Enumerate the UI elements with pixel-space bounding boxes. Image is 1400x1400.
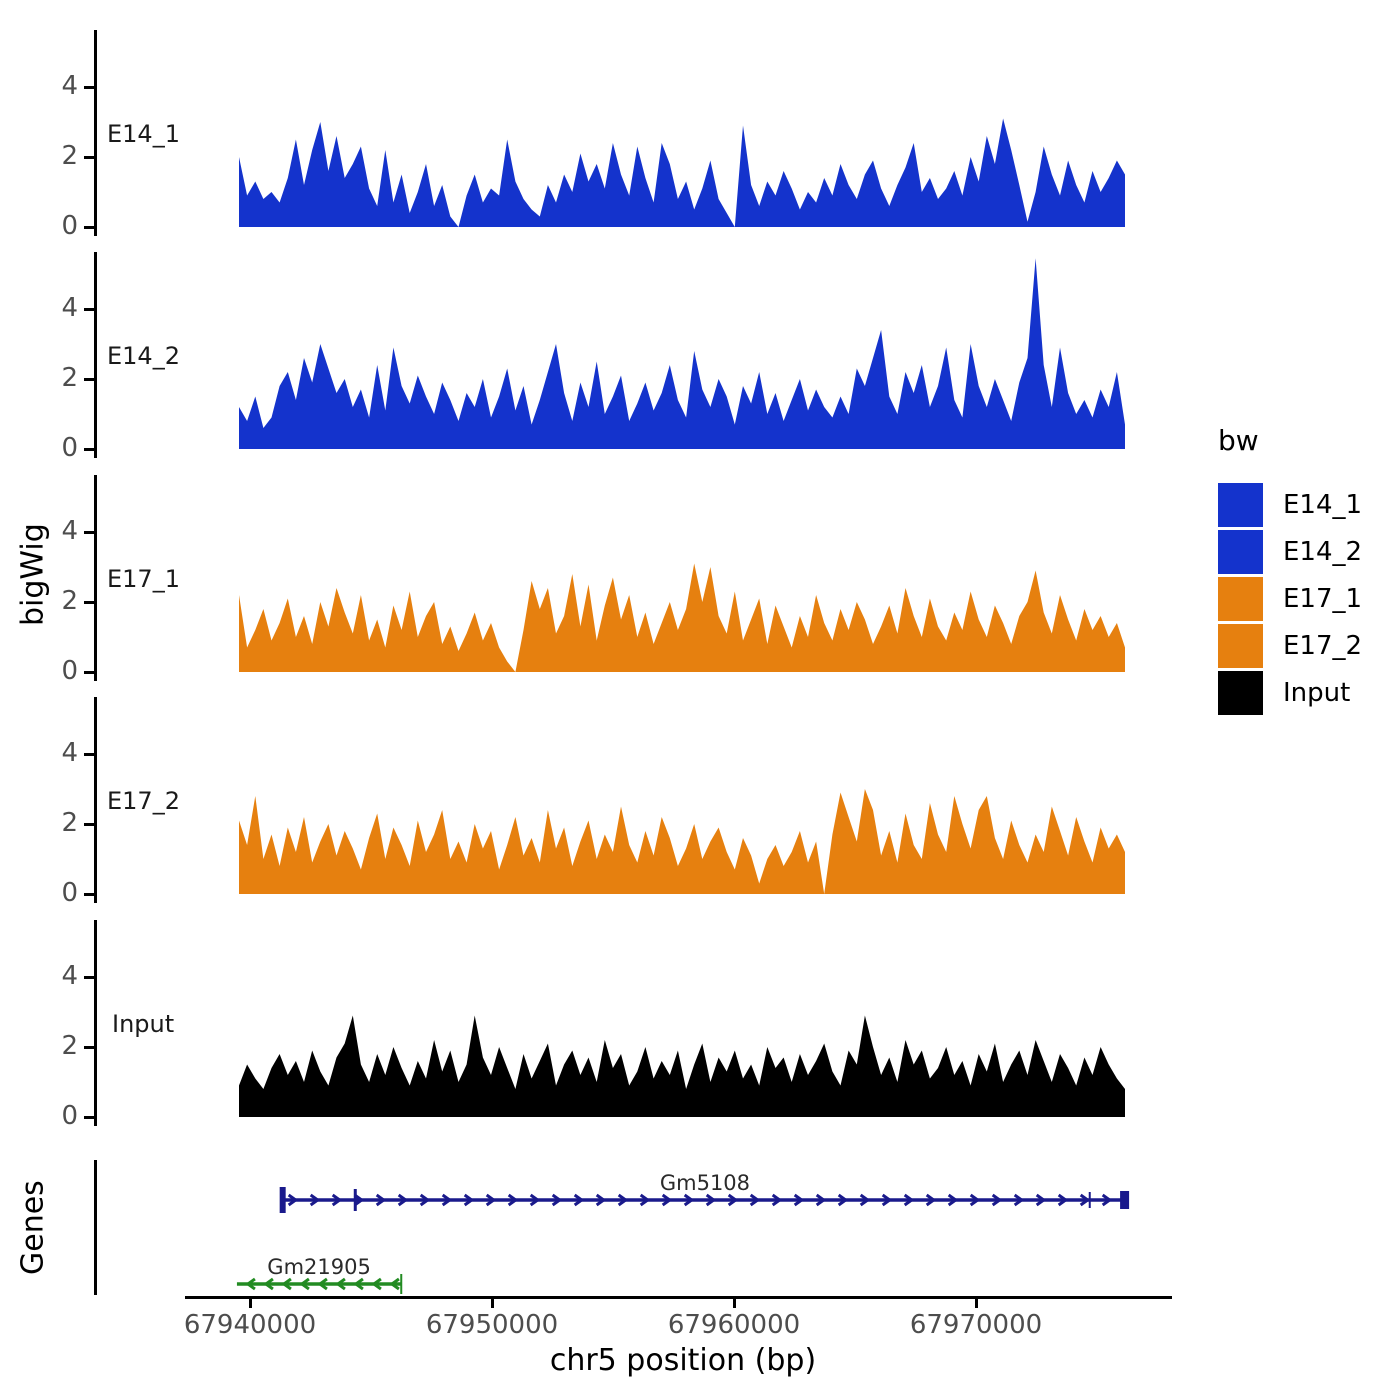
y-axis-line <box>94 252 97 458</box>
y-axis-title: bigWig <box>15 523 51 627</box>
coverage-area-e14-2 <box>239 252 1125 452</box>
track-label-e14-2: E14_2 <box>107 342 180 370</box>
legend-swatch-input <box>1218 671 1263 715</box>
track-panel-e14-1: 0 2 4 E14_1 <box>0 30 1200 252</box>
legend-label-input: Input <box>1283 678 1351 708</box>
y-axis-line <box>94 30 97 236</box>
track-label-e17-1: E17_1 <box>107 565 180 593</box>
legend-label-e17-1: E17_1 <box>1283 584 1363 614</box>
legend-label-e14-1: E14_1 <box>1283 490 1363 520</box>
track-panel-e14-2: 0 2 4 E14_2 <box>0 252 1200 474</box>
x-axis-line <box>185 1296 1172 1299</box>
legend-label-e17-2: E17_2 <box>1283 631 1363 661</box>
genes-track-panel <box>0 1160 1200 1300</box>
legend-item-e17-1 <box>1218 577 1398 621</box>
legend-item-input <box>1218 671 1398 715</box>
coverage-area-input <box>239 920 1125 1120</box>
legend-swatch-e17-1 <box>1218 577 1263 621</box>
gene-label-gm21905: Gm21905 <box>267 1255 371 1279</box>
y-axis-line <box>94 475 97 681</box>
track-label-e14-1: E14_1 <box>107 120 180 148</box>
coverage-area-e17-1 <box>239 475 1125 675</box>
track-panel-e17-1: 0 2 4 E17_1 <box>0 475 1200 697</box>
legend-item-e17-2 <box>1218 624 1398 668</box>
legend-swatch-e14-2 <box>1218 530 1263 574</box>
track-label-input: Input <box>112 1010 175 1038</box>
legend <box>1218 424 1398 718</box>
track-panel-input: 0 2 4 Input <box>0 920 1200 1142</box>
coverage-area-e14-1 <box>239 30 1125 230</box>
legend-item-e14-2 <box>1218 530 1398 574</box>
legend-swatch-e14-1 <box>1218 483 1263 527</box>
legend-swatch-e17-2 <box>1218 624 1263 668</box>
genes-axis-title: Genes <box>15 1180 51 1275</box>
track-label-e17-2: E17_2 <box>107 787 180 815</box>
gene-label-gm5108: Gm5108 <box>659 1171 751 1195</box>
legend-item-e14-1 <box>1218 483 1398 527</box>
legend-label-e14-2: E14_2 <box>1283 537 1363 567</box>
gene-models <box>0 1160 1200 1300</box>
y-axis-line <box>94 920 97 1126</box>
x-axis-title: chr5 position (bp) <box>549 1343 817 1378</box>
y-axis-line <box>94 697 97 903</box>
x-axis: 67940000 67950000 67960000 67970000 <box>0 1294 1200 1354</box>
coverage-area-e17-2 <box>239 697 1125 897</box>
legend-title: bw <box>1218 424 1259 457</box>
track-panel-e17-2: 0 2 4 E17_2 <box>0 697 1200 919</box>
